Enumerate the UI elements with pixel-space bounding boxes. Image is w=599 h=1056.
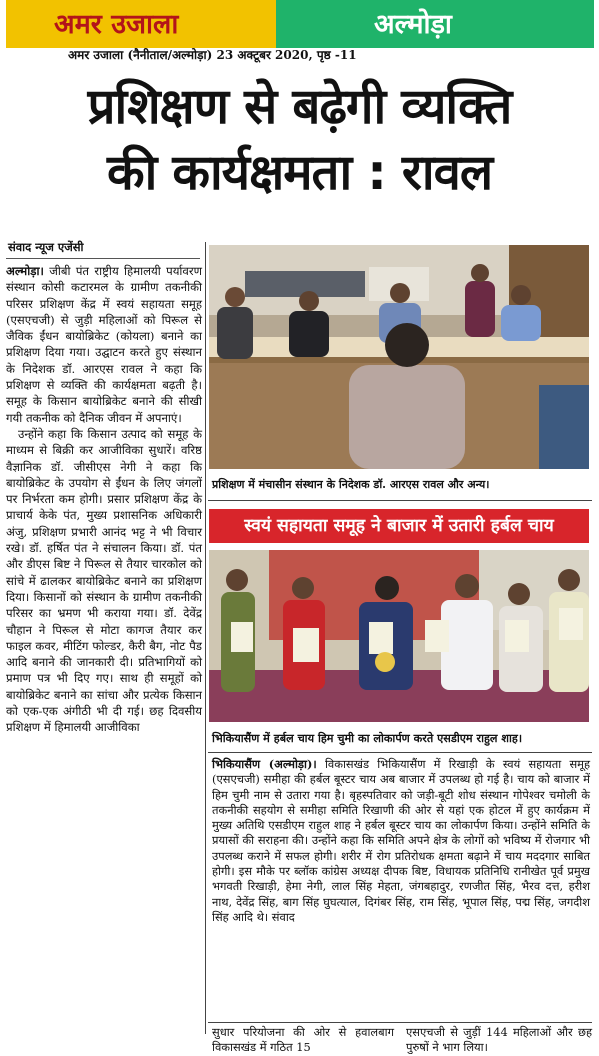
- story1-continuation-col-1: [212, 1025, 394, 1056]
- paper-name: अमर उजाला: [54, 9, 179, 40]
- story2-paragraph: [212, 757, 590, 925]
- continuation-text-1: सुधार परियोजना की ओर से हवालबाग विकासखंड में गठित 15: [212, 1025, 394, 1055]
- story1-continuation-col-2: [406, 1025, 592, 1056]
- story1-dateline: अल्मोड़ा।: [6, 264, 44, 278]
- byline-divider: [6, 258, 200, 259]
- story1-paragraph-2: उन्होंने कहा कि किसान उत्पाद को समूह के माध्यम से बिक्री कर आजीविका सुधारें। वरिष्ठ वैज्ञानिक डॉ. जीसीएस नेगी ने कहा कि बायोब्रिकेट के उपयोग से ईंधन के लिए जंगलों पर निर्भरता कम होगी। प्रसार प्रशिक्षण केंद्र के प्राचार्य केके पंत, मुख्य प्रशासनिक अधिकारी अंजु, प्रशिक्षण प्रभारी आनंद भट्ट ने भी विचार रखे। डॉ. हर्षित पंत ने संचालन किया। डॉ. पंत और डीएस बिष्ट ने पिरूल से तैयार चारकोल को सांचे में ढालकर बायोब्रिकेट बनाने का प्रशिक्षण दिया। किसानों को संस्थान के ग्रामीण तकनीकी परिसर का भ्रमण भी कराया गया। डॉ. देवेंद्र चौहान ने पिरूल से मोटा कागज तैयार कर फाइल कवर, मीटिंग फोल्डर, कैरी बैग, नोट पैड आदि बनाने की जानकारी दी। प्रतिभागियों को प्रमाण पत्र भी दिए गए। साथ ही समूहों को बायोब्रिकेट बनाने का सांचा और प्रत्येक किसान को एक-एक अंगीठी भी दी गई। छह दिवसीय प्रशिक्षण में हिमालयी आजीविका: [6, 426, 202, 735]
- continuation-text-2: एसएचजी से जुड़ीं 144 महिलाओं और छह पुरुषों ने भाग लिया।: [406, 1025, 592, 1055]
- city-name: अल्मोड़ा: [374, 9, 452, 40]
- herbal-tea-launch-photo: [209, 550, 589, 722]
- story1-paragraph-1: [6, 263, 202, 426]
- caption-divider: [208, 500, 592, 501]
- headline-line-1: प्रशिक्षण से बढ़ेगी व्यक्ति: [87, 78, 512, 135]
- masthead: [6, 0, 594, 48]
- herbal-tea-photo-caption: भिकियासैंण में हर्बल चाय हिम चुमी का लोकार्पण करते एसडीएम राहुल शाह।: [212, 731, 523, 745]
- training-meeting-photo: [209, 245, 589, 469]
- city-nameplate: [276, 0, 594, 48]
- herbal-tea-headline: स्वयं सहायता समूह ने बाजार में उतारी हर्बल चाय: [209, 509, 589, 543]
- edition-dateline: अमर उजाला (नैनीताल/अल्मोड़ा) 23 अक्टूबर 2020, पृष्ठ -11: [68, 48, 357, 62]
- training-photo-caption: प्रशिक्षण में मंचासीन संस्थान के निदेशक डॉ. आरएस रावल और अन्य।: [212, 478, 490, 491]
- news-agency-byline: संवाद न्यूज एजेंसी: [8, 240, 84, 254]
- main-headline: [0, 74, 599, 206]
- story-divider: [208, 1022, 592, 1023]
- training-meeting-photo-image: [209, 245, 589, 469]
- story1-paragraph-1-text: जीबी पंत राष्ट्रीय हिमालयी पर्यावरण संस्थान कोसी कटारमल के ग्रामीण तकनीकी परिसर प्रशिक्षण केंद्र में स्वयं सहायता समूह (एसएचजी) से जुड़ी महिलाओं को पिरूल से जैविक ईंधन बायोब्रिकेट (कोयला) बनाने का प्रशिक्षण दिया गया। उद्घाटन करते हुए संस्थान के निदेशक डॉ. आरएस रावल ने कहा कि प्रशिक्षण से व्यक्ति की कार्यक्षमता बढ़ती है। समूह के किसान बायोब्रिकेट बनाने की सीखी गयी तकनीक को दैनिक जीवन में अपनाएं।: [6, 264, 202, 425]
- headline-line-2: की कार्यक्षमता : रावल: [106, 144, 493, 201]
- story2-text: विकासखंड भिकियासैंण में रिखाड़ी के स्वयं सहायता समूह (एसएचजी) समीहा की हर्बल बूस्टर चाय अब बाजार में उपलब्ध हो गई है। चाय को बाजार में हिम चुमी नाम से उतारा गया है। बृहस्पतिवार को जड़ी-बूटी शोध संस्थान गोपेश्वर चमोली के तकनीकी सहयोग से समीहा समिति रिखाणी की ओर से यहां एक होटल में हुए कार्यक्रम में मुख्य अतिथि एसडीएम राहुल शाह ने हर्बल बूस्टर चाय का लोकार्पण किया। उन्होंने समिति के प्रयासों की सराहना की। उन्होंने कहा कि समिति अपने क्षेत्र के लोगों को भविष्य में रोजगार भी उपलब्ध कराने में सफल होगी। शरीर में रोग प्रतिरोधक क्षमता बढ़ाने में चाय मददगार साबित होगी। इस मौके पर ब्लॉक कांग्रेस अध्यक्ष दीपक बिष्ट, विधायक प्रतिनिधि रानीखेत पूर्व प्रमुख भगवती रिखाड़ी, हेमा नेगी, लाल सिंह मेहता, जंगबहादुर, रणजीत सिंह, भैरव दत्त, हरीश नाथ, देवेंद्र सिंह, बाग सिंह घुघत्याल, दिगंबर सिंह, राम सिंह, भूपाल सिंह, पद्म सिंह, जगदीश सिंह आदि थे। संवाद: [212, 757, 591, 924]
- column-divider: [205, 242, 206, 1034]
- story2-body: [212, 757, 590, 925]
- paper-nameplate: [6, 0, 276, 48]
- story2-dateline: भिकियासैंण (अल्मोड़ा)।: [212, 757, 317, 771]
- caption-divider-2: [208, 752, 592, 753]
- story1-column: [6, 263, 202, 736]
- herbal-tea-launch-photo-image: [209, 550, 589, 722]
